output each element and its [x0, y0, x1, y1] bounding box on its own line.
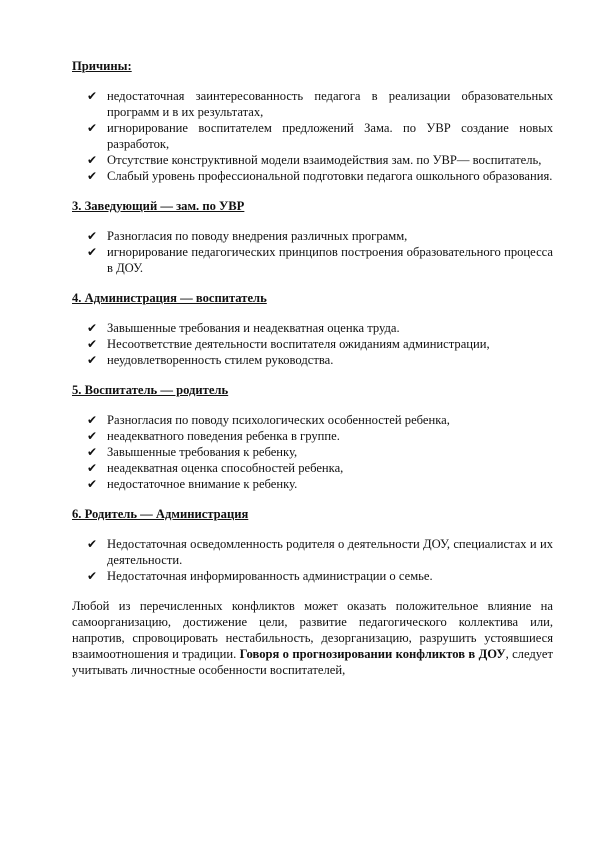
check-icon: ✔ — [87, 445, 98, 459]
list-item — [72, 320, 553, 336]
list-item-text: Завышенные требования и неадекватная оценка труда. — [107, 321, 400, 335]
closing-bold-text: Говоря о прогнозировании конфликтов в ДОУ — [239, 647, 506, 661]
check-icon: ✔ — [87, 121, 98, 135]
list-item-text: недостаточное внимание к ребенку. — [107, 477, 298, 491]
closing-paragraph — [72, 598, 553, 678]
check-icon: ✔ — [87, 429, 98, 443]
list-item — [72, 476, 553, 492]
list-item-text: игнорирование воспитателем предложений Зама. по УВР создание новых разработок, — [107, 121, 553, 151]
check-icon: ✔ — [87, 569, 98, 583]
list-item-text: Разногласия по поводу психологических особенностей ребенка, — [107, 413, 450, 427]
parent-admin-list — [72, 536, 553, 584]
check-icon: ✔ — [87, 153, 98, 167]
admin-teacher-list — [72, 320, 553, 368]
list-item — [72, 460, 553, 476]
check-icon: ✔ — [87, 89, 98, 103]
list-item-text: Слабый уровень профессиональной подготовки педагога ошкольного образования. — [107, 169, 553, 183]
list-item — [72, 244, 553, 276]
check-icon: ✔ — [87, 229, 98, 243]
list-item-text: неудовлетворенность стилем руководства. — [107, 353, 334, 367]
check-icon: ✔ — [87, 537, 98, 551]
head-deputy-list — [72, 228, 553, 276]
check-icon: ✔ — [87, 413, 98, 427]
list-item-text: игнорирование педагогических принципов построения образовательного процесса в ДОУ. — [107, 245, 553, 275]
list-item — [72, 412, 553, 428]
causes-list — [72, 88, 553, 184]
section-heading-teacher-parent: 5. Воспитатель — родитель — [72, 383, 229, 397]
list-item — [72, 152, 553, 168]
section-heading-head-deputy: 3. Заведующий — зам. по УВР — [72, 199, 245, 213]
check-icon: ✔ — [87, 477, 98, 491]
list-item — [72, 228, 553, 244]
list-item-text: неадекватного поведения ребенка в группе. — [107, 429, 340, 443]
check-icon: ✔ — [87, 353, 98, 367]
list-item — [72, 120, 553, 152]
list-item-text: Недостаточная осведомленность родителя о деятельности ДОУ, специалистах и их деятельности. — [107, 537, 553, 567]
check-icon: ✔ — [87, 337, 98, 351]
list-item-text: Завышенные требования к ребенку, — [107, 445, 298, 459]
list-item-text: недостаточная заинтересованность педагога в реализации образовательных программ и в их результатах, — [107, 89, 553, 119]
list-item — [72, 168, 553, 184]
section-heading-causes: Причины: — [72, 59, 132, 73]
section-heading-admin-teacher: 4. Администрация — воспитатель — [72, 291, 267, 305]
check-icon: ✔ — [87, 169, 98, 183]
list-item — [72, 536, 553, 568]
check-icon: ✔ — [87, 461, 98, 475]
list-item — [72, 568, 553, 584]
list-item-text: Отсутствие конструктивной модели взаимодействия зам. по УВР— воспитатель, — [107, 153, 542, 167]
teacher-parent-list — [72, 412, 553, 492]
list-item — [72, 336, 553, 352]
section-heading-parent-admin: 6. Родитель — Администрация — [72, 507, 249, 521]
check-icon: ✔ — [87, 321, 98, 335]
closing-text: Любой из перечисленных конфликтов может оказать положительное влияние на самоорганизацию, достижение цели, развитие педагогического коллектива или, напротив, спровоцировать нестабильность, дезорганизацию, разрушить устоявшиеся взаимоотношения и традиции. — [72, 599, 553, 661]
list-item-text: Разногласия по поводу внедрения различных программ, — [107, 229, 408, 243]
list-item — [72, 352, 553, 368]
list-item — [72, 444, 553, 460]
list-item — [72, 88, 553, 120]
list-item-text: неадекватная оценка способностей ребенка, — [107, 461, 344, 475]
list-item-text: Недостаточная информированность администрации о семье. — [107, 569, 433, 583]
list-item — [72, 428, 553, 444]
closing-text-end: , следует учитывать личностные особенности воспитателей, — [72, 647, 554, 677]
check-icon: ✔ — [87, 245, 98, 259]
list-item-text: Несоответствие деятельности воспитателя ожиданиям администрации, — [107, 337, 490, 351]
